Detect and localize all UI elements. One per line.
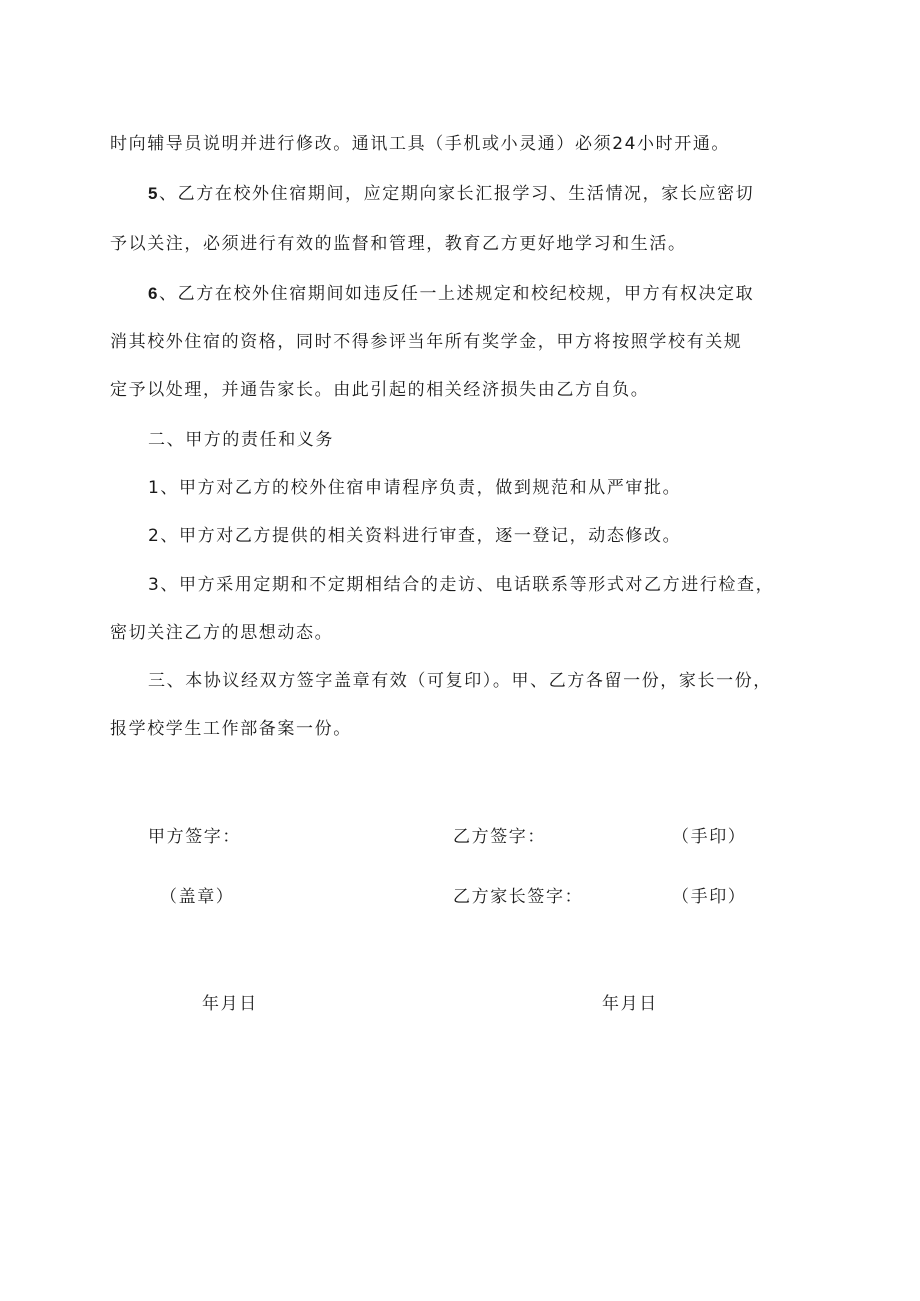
- clause-5-line-1: [148, 183, 754, 205]
- clause-5-number: 5: [148, 184, 160, 203]
- clause-6-line-1: [148, 283, 754, 305]
- clause-6-line-3: 定予以处理，并通告家长。由此引起的相关经济损失由乙方自负。: [110, 380, 650, 400]
- clause-5-line-2: 予以关注，必须进行有效的监督和管理，教育乙方更好地学习和生活。: [110, 234, 687, 254]
- clause-5-text: 、乙方在校外住宿期间，应定期向家长汇报学习、生活情况，家长应密切: [159, 184, 755, 204]
- date-right: 年月日: [602, 994, 658, 1014]
- party-b-handprint-note: （手印）: [672, 827, 747, 847]
- section-2-item-1: 1、甲方对乙方的校外住宿申请程序负责，做到规范和从严审批。: [148, 478, 682, 498]
- party-a-seal-note: （盖章）: [160, 887, 235, 907]
- clause-6-number: 6: [148, 284, 160, 303]
- section-2-item-3-line-1: 3、甲方采用定期和不定期相结合的走访、电话联系等形式对乙方进行检查，: [148, 575, 775, 595]
- party-a-signature-label: 甲方签字：: [148, 827, 241, 847]
- parent-signature-label: 乙方家长签字：: [453, 887, 584, 907]
- section-2-item-2: 2、甲方对乙方提供的相关资料进行审查，逐一登记，动态修改。: [148, 526, 682, 546]
- clause-6-line-2: 消其校外住宿的资格，同时不得参评当年所有奖学金，甲方将按照学校有关规: [110, 332, 743, 352]
- body-line-1: 时向辅导员说明并进行修改。通讯工具（手机或小灵通）必须24小时开通。: [110, 134, 731, 154]
- section-3-line-2: 报学校学生工作部备案一份。: [110, 719, 352, 739]
- section-2-heading: 二、甲方的责任和义务: [148, 430, 334, 450]
- parent-handprint-note: （手印）: [672, 887, 747, 907]
- clause-6-text: 、乙方在校外住宿期间如违反任一上述规定和校纪校规，甲方有权决定取: [159, 284, 755, 304]
- date-left: 年月日: [202, 994, 258, 1014]
- section-3-line-1: 三、本协议经双方签字盖章有效（可复印）。甲、乙方各留一份，家长一份，: [148, 671, 772, 691]
- section-2-item-3-line-2: 密切关注乙方的思想动态。: [110, 623, 334, 643]
- party-b-signature-label: 乙方签字：: [453, 827, 546, 847]
